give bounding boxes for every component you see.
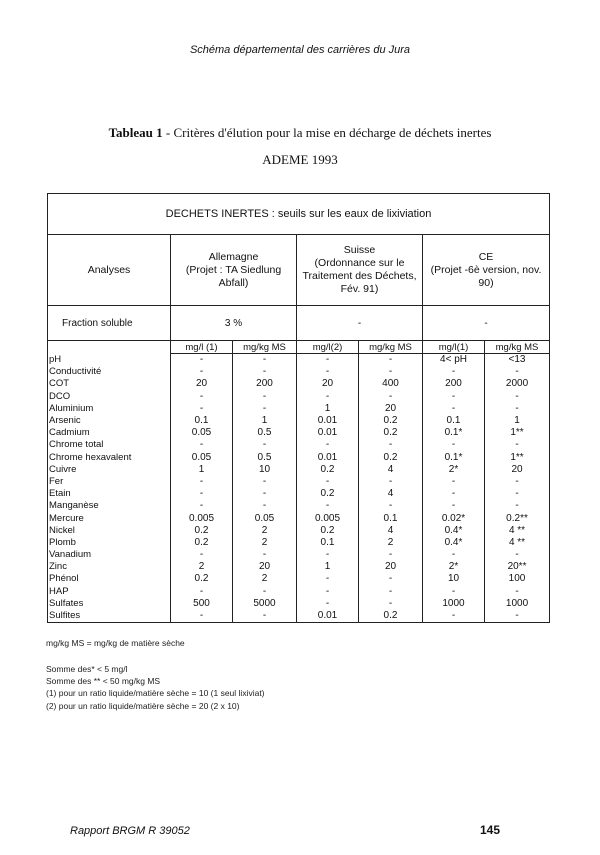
value-cell: 1: [485, 415, 550, 427]
value-cell: 0.05: [233, 512, 297, 524]
value-cell: 2: [171, 561, 233, 573]
value-cell: 2: [359, 537, 423, 549]
value-cell: -: [359, 366, 423, 378]
table-row: [48, 573, 550, 585]
fraction-value-switzerland: -: [297, 306, 423, 341]
table-row: [48, 354, 550, 367]
value-cell: -: [485, 476, 550, 488]
value-cell: -: [485, 366, 550, 378]
value-cell: -: [233, 586, 297, 598]
value-cell: 0.01: [297, 610, 359, 623]
value-cell: 1: [297, 403, 359, 415]
units-spacer: [48, 341, 171, 354]
value-cell: 0.1: [423, 415, 485, 427]
unit-cell: mg/kg MS: [485, 341, 550, 354]
table-row: [48, 476, 550, 488]
value-cell: -: [359, 598, 423, 610]
value-cell: 200: [423, 378, 485, 390]
value-cell: -: [297, 549, 359, 561]
unit-cell: mg/kg MS: [359, 341, 423, 354]
value-cell: -: [485, 488, 550, 500]
analysis-name: Sulfites: [48, 610, 171, 623]
value-cell: -: [423, 439, 485, 451]
value-cell: 0.2: [171, 525, 233, 537]
country-header-germany: [171, 235, 297, 306]
value-cell: -: [485, 391, 550, 403]
value-cell: -: [233, 476, 297, 488]
table-row: [48, 366, 550, 378]
table-row: [48, 549, 550, 561]
value-cell: -: [485, 500, 550, 512]
table-row: [48, 525, 550, 537]
value-cell: -: [423, 476, 485, 488]
analysis-name: Chrome total: [48, 439, 171, 451]
footer-report: Rapport BRGM R 39052: [70, 825, 190, 837]
value-cell: 20: [171, 378, 233, 390]
note-line: (1) pour un ratio liquide/matière sèche = 10 (1 seul lixiviat): [46, 688, 265, 698]
table-row: [48, 500, 550, 512]
value-cell: -: [171, 610, 233, 623]
country-detail: (Projet : TA Siedlung Abfall): [185, 263, 282, 289]
table-row: [48, 378, 550, 390]
value-cell: -: [297, 573, 359, 585]
value-cell: -: [171, 354, 233, 367]
country-header-ce: [423, 235, 550, 306]
country-header-switzerland: [297, 235, 423, 306]
analysis-name: Mercure: [48, 512, 171, 524]
value-cell: 0.2: [297, 525, 359, 537]
value-cell: 10: [233, 464, 297, 476]
value-cell: -: [171, 439, 233, 451]
value-cell: -: [423, 586, 485, 598]
value-cell: 0.1*: [423, 452, 485, 464]
value-cell: 4 **: [485, 525, 550, 537]
value-cell: -: [171, 476, 233, 488]
value-cell: 0.1: [171, 415, 233, 427]
value-cell: -: [171, 488, 233, 500]
value-cell: -: [233, 610, 297, 623]
analysis-name: Plomb: [48, 537, 171, 549]
value-cell: 4: [359, 525, 423, 537]
value-cell: -: [233, 488, 297, 500]
value-cell: 4: [359, 464, 423, 476]
value-cell: 0.01: [297, 415, 359, 427]
value-cell: -: [423, 488, 485, 500]
table-row: [48, 488, 550, 500]
value-cell: -: [297, 391, 359, 403]
table-row: [48, 586, 550, 598]
value-cell: -: [297, 439, 359, 451]
value-cell: 0.2: [359, 452, 423, 464]
value-cell: 1000: [423, 598, 485, 610]
value-cell: -: [359, 549, 423, 561]
value-cell: -: [485, 403, 550, 415]
analysis-name: Nickel: [48, 525, 171, 537]
value-cell: 5000: [233, 598, 297, 610]
value-cell: 20: [485, 464, 550, 476]
analysis-name: Chrome hexavalent: [48, 452, 171, 464]
value-cell: -: [233, 354, 297, 367]
value-cell: 0.01: [297, 452, 359, 464]
value-cell: 1: [233, 415, 297, 427]
value-cell: 1: [297, 561, 359, 573]
table-row: [48, 537, 550, 549]
value-cell: -: [171, 391, 233, 403]
unit-cell: mg/l(1): [423, 341, 485, 354]
value-cell: 4< pH: [423, 354, 485, 367]
value-cell: -: [171, 403, 233, 415]
value-cell: 2*: [423, 561, 485, 573]
value-cell: 0.2: [171, 537, 233, 549]
note-line: mg/kg MS = mg/kg de matière sèche: [46, 638, 185, 648]
value-cell: -: [359, 586, 423, 598]
value-cell: <13: [485, 354, 550, 367]
fraction-label: Fraction soluble: [48, 306, 171, 341]
value-cell: -: [359, 391, 423, 403]
value-cell: 2*: [423, 464, 485, 476]
value-cell: -: [297, 476, 359, 488]
value-cell: 0.005: [171, 512, 233, 524]
value-cell: 1: [171, 464, 233, 476]
running-header: Schéma départemental des carrières du Jura: [189, 44, 411, 56]
value-cell: -: [297, 354, 359, 367]
value-cell: 10: [423, 573, 485, 585]
value-cell: -: [485, 439, 550, 451]
analysis-name: Zinc: [48, 561, 171, 573]
value-cell: 0.1*: [423, 427, 485, 439]
value-cell: -: [233, 403, 297, 415]
country-name: Suisse: [343, 244, 376, 256]
value-cell: 20**: [485, 561, 550, 573]
note-line: (2) pour un ratio liquide/matière sèche = 20 (2 x 10): [46, 701, 240, 711]
value-cell: -: [233, 500, 297, 512]
value-cell: -: [485, 610, 550, 623]
value-cell: 0.1: [297, 537, 359, 549]
value-cell: 0.2: [297, 464, 359, 476]
value-cell: 20: [233, 561, 297, 573]
analysis-name: Fer: [48, 476, 171, 488]
value-cell: 0.1: [359, 512, 423, 524]
analysis-name: Manganèse: [48, 500, 171, 512]
value-cell: -: [423, 500, 485, 512]
value-cell: 0.5: [233, 427, 297, 439]
value-cell: -: [297, 598, 359, 610]
analysis-name: Aluminium: [48, 403, 171, 415]
value-cell: 0.5: [233, 452, 297, 464]
table-title: [0, 125, 600, 141]
analysis-name: Vanadium: [48, 549, 171, 561]
value-cell: -: [423, 610, 485, 623]
analysis-name: HAP: [48, 586, 171, 598]
country-detail: (Projet -6è version, nov. 90): [430, 263, 542, 289]
value-cell: 2: [233, 573, 297, 585]
country-name: CE: [478, 250, 494, 263]
value-cell: -: [359, 476, 423, 488]
value-cell: 0.02*: [423, 512, 485, 524]
table-row: [48, 403, 550, 415]
table-row: [48, 561, 550, 573]
value-cell: 2: [233, 525, 297, 537]
unit-cell: mg/l (1): [171, 341, 233, 354]
value-cell: -: [423, 391, 485, 403]
value-cell: -: [171, 586, 233, 598]
table-row: [48, 439, 550, 451]
fraction-value-ce: -: [423, 306, 550, 341]
value-cell: -: [297, 366, 359, 378]
value-cell: 400: [359, 378, 423, 390]
unit-cell: mg/l(2): [297, 341, 359, 354]
page-number: 145: [480, 823, 501, 837]
value-cell: -: [233, 549, 297, 561]
value-cell: 0.05: [171, 452, 233, 464]
value-cell: -: [485, 549, 550, 561]
analysis-name: Cuivre: [48, 464, 171, 476]
value-cell: 200: [233, 378, 297, 390]
value-cell: 100: [485, 573, 550, 585]
value-cell: -: [423, 403, 485, 415]
value-cell: 4: [359, 488, 423, 500]
value-cell: 0.2: [359, 415, 423, 427]
value-cell: -: [233, 391, 297, 403]
value-cell: -: [423, 549, 485, 561]
value-cell: 1**: [485, 427, 550, 439]
table-row: [48, 464, 550, 476]
table-row: [48, 427, 550, 439]
value-cell: -: [233, 366, 297, 378]
value-cell: -: [359, 439, 423, 451]
value-cell: 0.2: [297, 488, 359, 500]
analysis-name: pH: [48, 354, 171, 367]
table-row: [48, 598, 550, 610]
analysis-name: COT: [48, 378, 171, 390]
value-cell: 0.4*: [423, 537, 485, 549]
value-cell: -: [233, 439, 297, 451]
table-row: [48, 512, 550, 524]
analysis-name: Cadmium: [48, 427, 171, 439]
value-cell: 0.2**: [485, 512, 550, 524]
value-cell: 1000: [485, 598, 550, 610]
value-cell: -: [359, 354, 423, 367]
note-line: Somme des ** < 50 mg/kg MS: [46, 676, 161, 686]
value-cell: 0.2: [359, 427, 423, 439]
value-cell: 0.4*: [423, 525, 485, 537]
value-cell: 0.01: [297, 427, 359, 439]
value-cell: 0.2: [359, 610, 423, 623]
value-cell: 2: [233, 537, 297, 549]
table-banner: DECHETS INERTES : seuils sur les eaux de lixiviation: [48, 194, 550, 235]
analyses-header: Analyses: [48, 235, 171, 306]
value-cell: 4 **: [485, 537, 550, 549]
value-cell: -: [171, 366, 233, 378]
value-cell: -: [423, 366, 485, 378]
value-cell: 2000: [485, 378, 550, 390]
table-title-text: - Critères d'élution pour la mise en décharge de déchets inertes: [162, 125, 492, 140]
value-cell: 0.2: [171, 573, 233, 585]
value-cell: -: [359, 573, 423, 585]
value-cell: 0.05: [171, 427, 233, 439]
value-cell: 20: [359, 403, 423, 415]
table-row: [48, 610, 550, 623]
fraction-value-germany: 3 %: [171, 306, 297, 341]
table-subtitle: ADEME 1993: [262, 152, 338, 167]
table-row: [48, 415, 550, 427]
table-title-label: Tableau 1: [108, 125, 163, 140]
table-row: [48, 391, 550, 403]
value-cell: -: [297, 586, 359, 598]
analysis-name: Phénol: [48, 573, 171, 585]
value-cell: 500: [171, 598, 233, 610]
value-cell: 20: [297, 378, 359, 390]
table-row: [48, 452, 550, 464]
value-cell: 1**: [485, 452, 550, 464]
value-cell: -: [485, 586, 550, 598]
value-cell: -: [171, 549, 233, 561]
country-detail: (Ordonnance sur le Traitement des Déchets, Fév. 91): [302, 257, 417, 295]
analysis-name: Arsenic: [48, 415, 171, 427]
criteria-table: [47, 193, 550, 623]
value-cell: -: [359, 500, 423, 512]
analysis-name: Etain: [48, 488, 171, 500]
analysis-name: DCO: [48, 391, 171, 403]
value-cell: 0.005: [297, 512, 359, 524]
note-line: Somme des* < 5 mg/l: [46, 664, 128, 674]
value-cell: -: [297, 500, 359, 512]
country-name: Allemagne: [208, 250, 259, 263]
unit-cell: mg/kg MS: [233, 341, 297, 354]
analysis-name: Sulfates: [48, 598, 171, 610]
value-cell: -: [171, 500, 233, 512]
value-cell: 20: [359, 561, 423, 573]
analysis-name: Conductivité: [48, 366, 171, 378]
